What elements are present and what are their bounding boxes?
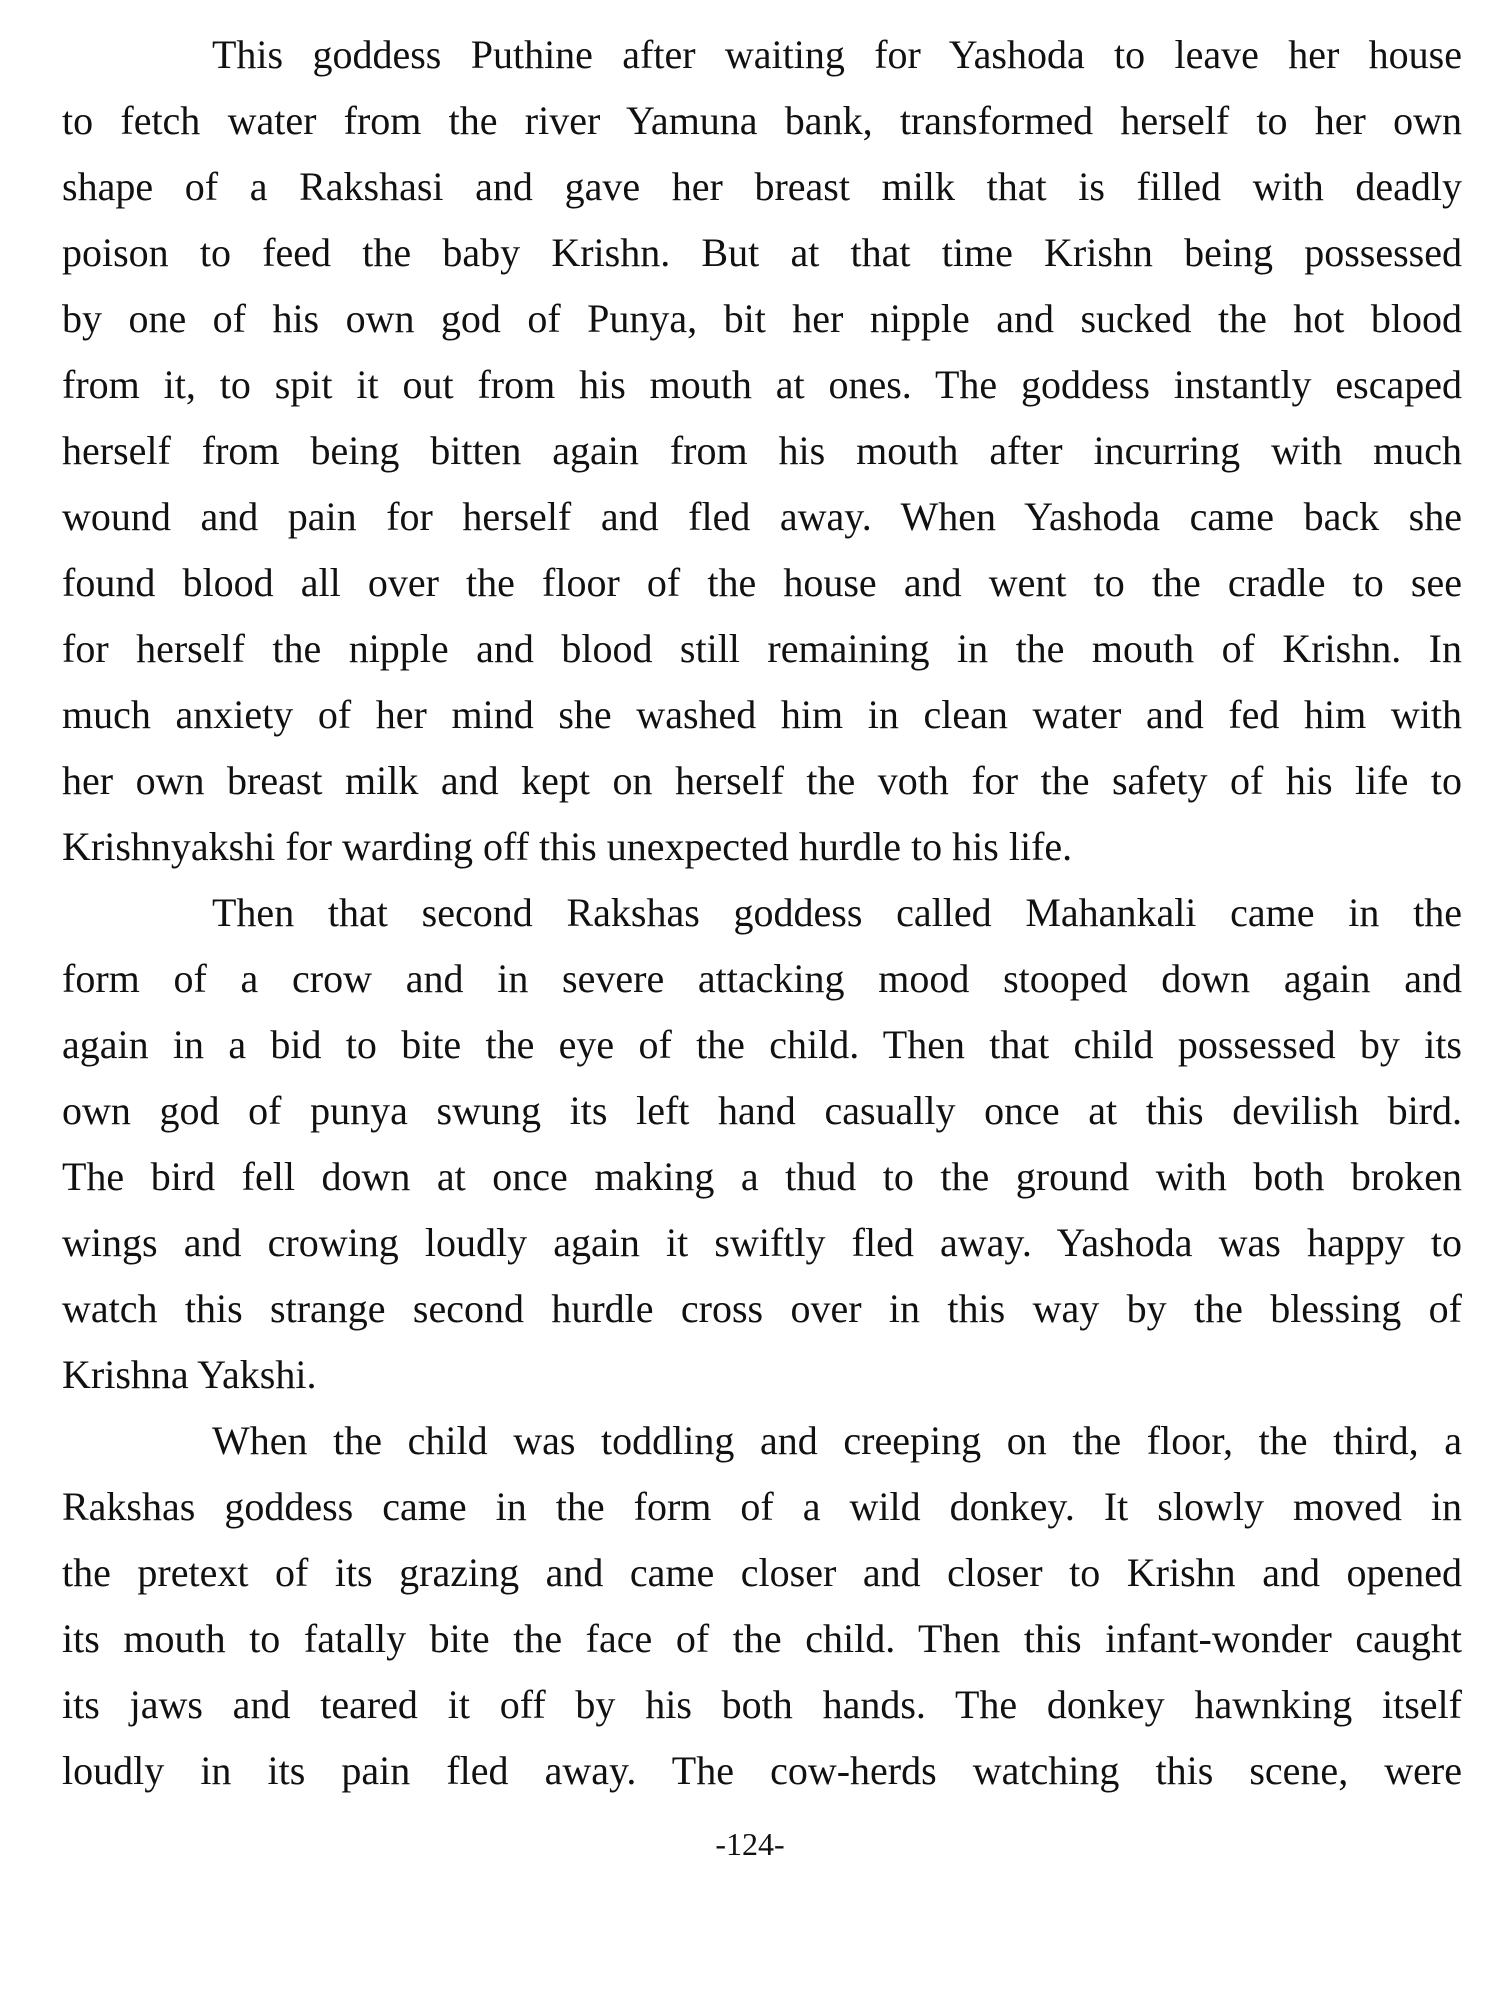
paragraph-3-line-3: the pretext of its grazing and came closer and closer to Krishn and opened: [62, 1550, 1462, 1595]
paragraph-1-line-10: for herself the nipple and blood still remaining in the mouth of Krishn. In: [62, 626, 1462, 671]
paragraph-2-line-2: form of a crow and in severe attacking mood stooped down again and: [62, 956, 1462, 1001]
paragraph-3-line-1: When the child was toddling and creeping on the floor, the third, a: [212, 1418, 1462, 1463]
paragraph-2-line-3: again in a bid to bite the eye of the child. Then that child possessed by its: [62, 1022, 1462, 1067]
paragraph-1-line-5: by one of his own god of Punya, bit her nipple and sucked the hot blood: [62, 296, 1462, 341]
paragraph-2-line-8: Krishna Yakshi.: [62, 1352, 317, 1397]
paragraph-2-line-4: own god of punya swung its left hand casually once at this devilish bird.: [62, 1088, 1462, 1133]
paragraph-1-line-7: herself from being bitten again from his mouth after incurring with much: [62, 428, 1462, 473]
paragraph-2-line-1: Then that second Rakshas goddess called Mahankali came in the: [212, 890, 1462, 935]
paragraph-3-line-5: its jaws and teared it off by his both hands. The donkey hawnking itself: [62, 1682, 1462, 1727]
paragraph-1-line-4: poison to feed the baby Krishn. But at that time Krishn being possessed: [62, 230, 1462, 275]
paragraph-1-line-3: shape of a Rakshasi and gave her breast milk that is filled with deadly: [62, 164, 1462, 209]
paragraph-1-line-9: found blood all over the floor of the house and went to the cradle to see: [62, 560, 1462, 605]
paragraph-1-line-8: wound and pain for herself and fled away. When Yashoda came back she: [62, 494, 1462, 539]
page-number: -124-: [715, 1826, 785, 1862]
paragraph-3-line-2: Rakshas goddess came in the form of a wild donkey. It slowly moved in: [62, 1484, 1462, 1529]
body-text: [62, 22, 1462, 1804]
paragraph-1-line-11: much anxiety of her mind she washed him in clean water and fed him with: [62, 692, 1462, 737]
paragraph-2-line-7: watch this strange second hurdle cross over in this way by the blessing of: [62, 1286, 1462, 1331]
paragraph-3-line-6: loudly in its pain fled away. The cow-herds watching this scene, were: [62, 1748, 1462, 1793]
paragraph-1-line-1: This goddess Puthine after waiting for Yashoda to leave her house: [212, 32, 1462, 77]
paragraph-2-line-5: The bird fell down at once making a thud to the ground with both broken: [62, 1154, 1462, 1199]
paragraph-2-line-6: wings and crowing loudly again it swiftly fled away. Yashoda was happy to: [62, 1220, 1462, 1265]
paragraph-1-line-6: from it, to spit it out from his mouth at ones. The goddess instantly escaped: [62, 362, 1462, 407]
paragraph-1-line-13: Krishnyakshi for warding off this unexpected hurdle to his life.: [62, 824, 1073, 869]
paragraph-1-line-12: her own breast milk and kept on herself the voth for the safety of his life to: [62, 758, 1462, 803]
paragraph-3-line-4: its mouth to fatally bite the face of the child. Then this infant-wonder caught: [62, 1616, 1462, 1661]
paragraph-1-line-2: to fetch water from the river Yamuna bank, transformed herself to her own: [62, 98, 1462, 143]
